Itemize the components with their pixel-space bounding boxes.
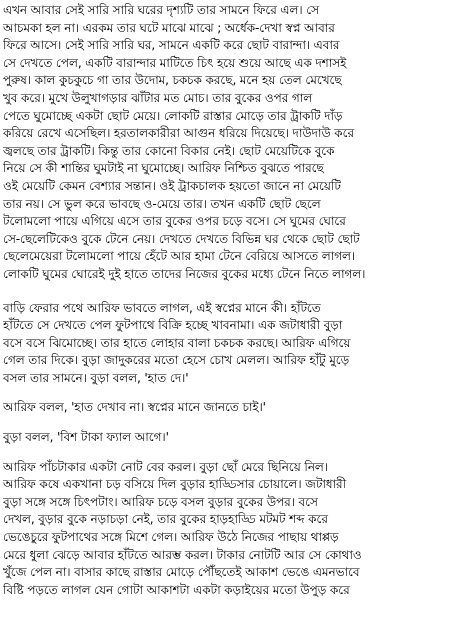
text-line: নিয়ে সে কী শান্তির ঘুমটাই না ঘুমোচ্ছে। আরিফ নিশ্চিত বুঝতে পারছে: [3, 161, 324, 176]
text-line: করিয়ে রেখে এসেছিল। হরতালকারীরা আগুন ধরিয়ে দিয়েছে। দাউদাউ করে: [3, 126, 355, 141]
text-line: মেরে ধুলা ঝেড়ে আবার হাঁটতে আরম্ভ করল। টাকার নোটটি আর সে কোথাও: [3, 547, 362, 562]
text-line: টলোমলো পায়ে এগিয়ে এসে তার বুকের ওপর চড়ে বসে। সে ঘুমের ঘোরে: [3, 214, 346, 229]
text-line: পুরুষ। কাল কুচকুচে গা তার উদোম, চকচক করছে, মনে হয় তেল মেখেছে: [3, 73, 342, 88]
text-line: সে দেখতে পেল, একটি বারান্দার মাটিতে চিৎ হয়ে শুয়ে আছে এক দশাসই: [3, 55, 347, 70]
text-line: পেতে ঘুমোচ্ছে একটা ছোট মেয়ে। লোকটি রাস্তার মোড়ে তার ট্রাকটি দাঁড়: [3, 108, 343, 123]
text-line: বিষ্টি পড়তে লাগল যেন গোটা আকাশটা একটা কড়াইয়ের মতো উপুড় করে: [3, 582, 350, 597]
text-line: বসে বসে ঝিমোচ্ছে। তার হাতে লোহার বালা চকচক করছে। আরিফ এগিয়ে: [3, 335, 351, 350]
text-line: আরিফ বলল, 'হাত দেখাব না। স্বপ্নের মানে জানতে চাই।': [3, 400, 266, 415]
text-line: তার নয়। সে ভুল করে ভাবছে ও-মেয়ে তার। তখন একটি ছোট ছেলে: [3, 196, 321, 211]
paragraph-gap: [3, 417, 453, 429]
text-line: ভেঙেচুরে ফুটপাথের সঙ্গে মিশে গেল। আরিফ উঠে নিজের পাছায় থাপ্পড়: [3, 530, 339, 545]
text-line: ফিরে আসে। সেই সারি সারি ঘর, সামনে একটি করে ছোট বারান্দা। এবার: [3, 38, 340, 53]
paragraph-dream-trucker: [3, 2, 453, 284]
text-line: জ্বলছে তার ট্রাকটি। কিন্তু তার কোনো বিকার নেই। ছোট মেয়েটিকে বুকে: [3, 143, 335, 158]
text-line: বুড়া সঙ্গে সঙ্গে চিৎপটাং। আরিফ চড়ে বসল বুড়ার বুকের উপর। বসে: [3, 494, 318, 509]
paragraph-gap: [3, 447, 453, 459]
text-line: আচমকা হল না। এরকম তার ঘটে মাঝে মাঝে ; অর্ধেক-দেখা স্বপ্ন আবার: [3, 20, 335, 35]
text-line: বুড়া বলল, 'বিশ টাকা ফ্যাল আগে।': [3, 430, 169, 445]
text-line: হাঁটতে সে দেখতে পেল ফুটপাথে বিক্রি হচ্ছে খাবনামা। এক জটাধারী বুড়া: [3, 318, 343, 333]
paragraph-way-home: [3, 300, 453, 388]
paragraph-gap: [3, 284, 453, 300]
text-line: খুঁজে পেল না। বাসার কাছে রাস্তার মোড়ে পৌঁছতেই আকাশ ভেঙে এমনভাবে: [3, 565, 360, 580]
text-line: সে-ছেলেটিকেও বুকে টেনে নেয়। দেখতে দেখতে বিভিন্ন ঘর থেকে ছোট ছোট: [3, 231, 360, 246]
text-line: বাড়ি ফেরার পথে আরিফ ভাবতে লাগল, এই স্বপ্নের মানে কী। হাঁটতে: [3, 300, 321, 315]
paragraph-old-man-dialogue: [3, 429, 453, 447]
text-line: বসল তার সামনে। বুড়া বলল, 'হাত দে।': [3, 370, 189, 385]
document-page: [3, 2, 453, 599]
text-line: এখন আবার সেই সারি সারি ঘরের দৃশ্যটি তার সামনে ফিরে এল। সে: [3, 3, 320, 17]
text-line: গেল তার দিকে। বুড়া জাদুকরের মতো হেসে চোখ মেলল। আরিফ হাঁটু মুড়ে: [3, 353, 350, 368]
text-line: আরিফ কষে একখানা চড় বসিয়ে দিল বুড়ার হাড্ডিসার চোয়ালে। জটাধারী: [3, 477, 346, 492]
text-line: আরিফ পাঁচটাকার একটা নোট বের করল। বুড়া ছোঁ মেরে ছিনিয়ে নিল।: [3, 459, 328, 474]
paragraph-gap: [3, 387, 453, 399]
paragraph-arif-dialogue: [3, 399, 453, 417]
text-line: লোকটি ঘুমের ঘোরেই দুই হাতে তাদের নিজের বুকের মধ্যে টেনে নিতে লাগল।: [3, 266, 366, 281]
text-line: ওই মেয়েটি কেমন বেশ্যার সন্তান। ওই ট্রাকচালক হয়তো জানে না মেয়েটি: [3, 178, 341, 193]
text-line: খুব করে। মুখে উলুখাগড়ার ঝাঁটার মত মোচ। তার বুকের ওপর গাল: [3, 90, 313, 105]
text-line: দেখল, বুড়ার বুকে নড়াচড়া নেই, তার বুকের হাড়হাড্ডি মটমট শব্দ করে: [3, 512, 328, 527]
text-line: ছেলেমেয়েরা টলোমলো পায়ে হেঁটে আর হামা টেনে বেরিয়ে আসতে লাগল।: [3, 249, 356, 264]
paragraph-confrontation: [3, 459, 453, 600]
